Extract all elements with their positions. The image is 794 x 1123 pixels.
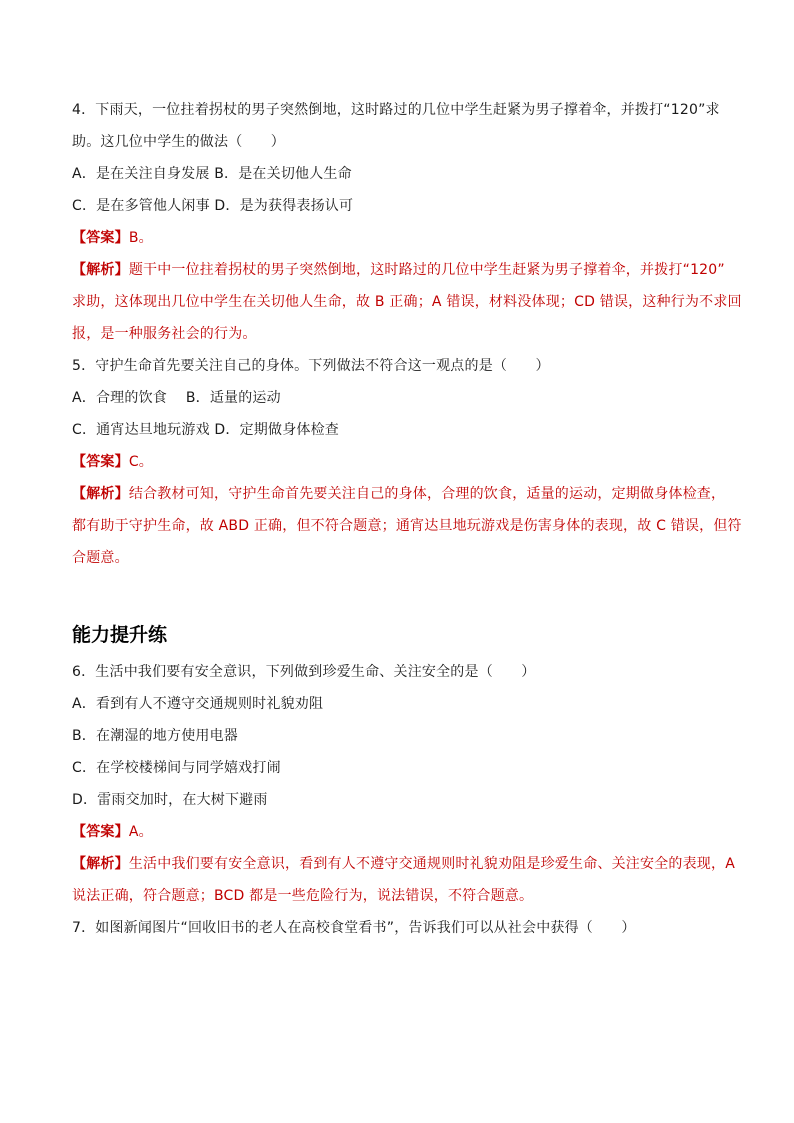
q6-option-a: A．看到有人不遵守交通规则时礼貌劝阻 xyxy=(72,696,324,712)
q4-analysis-line2: 求助，这体现出几位中学生在关切他人生命，故 B 正确；A 错误，材料没体现；CD 错误，这种行为不求回 xyxy=(72,294,742,310)
answer-label: 【答案】 xyxy=(72,824,129,840)
answer-value: A。 xyxy=(128,824,153,840)
section-heading: 能力提升练 xyxy=(72,624,168,646)
q6-option-c: C．在学校楼梯间与同学嬉戏打闹 xyxy=(72,760,281,776)
q5-analysis-line2: 都有助于守护生命，故 ABD 正确，但不符合题意；通宵达旦地玩游戏是伤害身体的表现，故 C 错误，但符 xyxy=(72,518,742,534)
answer-label: 【答案】 xyxy=(72,230,129,246)
q4-analysis-line3: 报，是一种服务社会的行为。 xyxy=(72,326,257,342)
analysis-text: 生活中我们要有安全意识，看到有人不遵守交通规则时礼貌劝阻是珍爱生命、关注安全的表现，A xyxy=(128,856,735,872)
q6-analysis-line1 xyxy=(72,854,735,874)
q4-stem-line1: 4．下雨天，一位拄着拐杖的男子突然倒地，这时路过的几位中学生赶紧为男子撑着伞，并拨打“120”求 xyxy=(72,102,720,118)
answer-value: B。 xyxy=(128,230,153,246)
q6-stem-line1: 6．生活中我们要有安全意识，下列做到珍爱生命、关注安全的是（ ） xyxy=(72,664,536,680)
q5-options-cd: C．通宵达旦地玩游戏 D．定期做身体检查 xyxy=(72,422,340,438)
q4-analysis-line1 xyxy=(72,260,725,280)
q6-answer xyxy=(72,822,153,842)
q4-options-cd: C．是在多管他人闲事 D．是为获得表扬认可 xyxy=(72,198,354,214)
q5-answer xyxy=(72,452,153,472)
answer-label: 【答案】 xyxy=(72,454,129,470)
q4-stem-line2: 助。这几位中学生的做法（ ） xyxy=(72,134,285,150)
analysis-text: 结合教材可知，守护生命首先要关注自己的身体，合理的饮食，适量的运动，定期做身体检查， xyxy=(128,486,726,502)
q5-options-ab: A．合理的饮食 B．适量的运动 xyxy=(72,390,281,406)
q6-option-d: D．雷雨交加时，在大树下避雨 xyxy=(72,792,268,808)
q5-analysis-line3: 合题意。 xyxy=(72,550,129,566)
q6-option-b: B．在潮湿的地方使用电器 xyxy=(72,728,239,744)
q4-answer xyxy=(72,228,153,248)
analysis-text: 题干中一位拄着拐杖的男子突然倒地，这时路过的几位中学生赶紧为男子撑着伞，并拨打“120” xyxy=(128,262,725,278)
analysis-label: 【解析】 xyxy=(72,486,129,502)
q7-stem-line1: 7．如图新闻图片“回收旧书的老人在高校食堂看书”，告诉我们可以从社会中获得（ ） xyxy=(72,920,636,936)
analysis-label: 【解析】 xyxy=(72,856,129,872)
answer-value: C。 xyxy=(128,454,153,470)
q5-stem-line1: 5．守护生命首先要关注自己的身体。下列做法不符合这一观点的是（ ） xyxy=(72,358,550,374)
q5-analysis-line1 xyxy=(72,484,725,504)
q4-options-ab: A．是在关注自身发展 B．是在关切他人生命 xyxy=(72,166,352,182)
analysis-label: 【解析】 xyxy=(72,262,129,278)
q6-analysis-line2: 说法正确，符合题意；BCD 都是一些危险行为，说法错误，不符合题意。 xyxy=(72,888,534,904)
